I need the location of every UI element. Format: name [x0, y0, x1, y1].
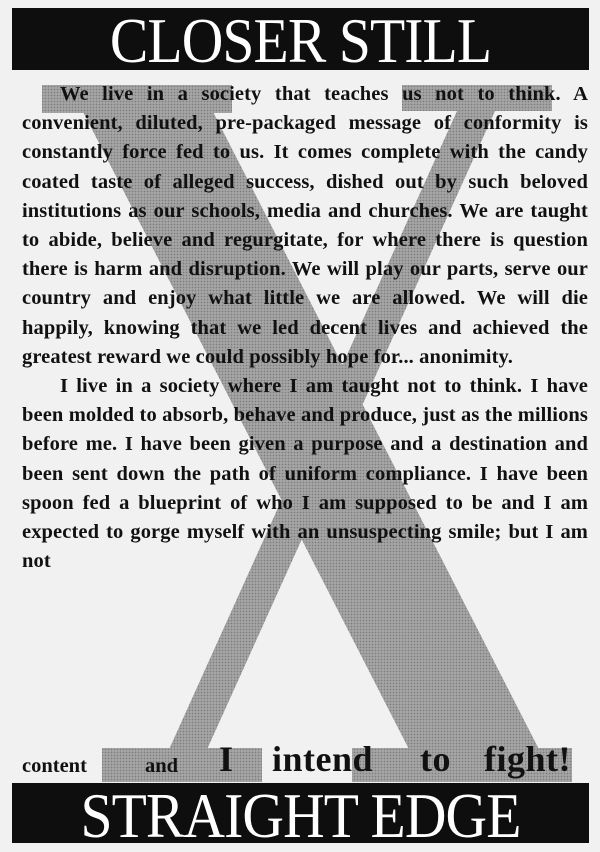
closing-word-to: to: [420, 739, 451, 779]
closing-word-intend: intend: [272, 739, 374, 779]
closing-word-i: I: [219, 739, 234, 779]
closing-word-content: content: [22, 755, 87, 777]
manifesto-text: [22, 80, 588, 576]
closing-word-fight: fight!: [484, 739, 571, 779]
closing-line: [22, 738, 588, 782]
header-title: CLOSER STILL: [109, 8, 492, 70]
closing-word-and: and: [145, 755, 179, 777]
paragraph-1: We live in a society that teaches us not to think. A convenient, diluted, pre-packaged message of conformity is constantly force fed to us. It comes complete with the candy coated taste of alleged success, dished out by such beloved institutions as our schools, media and churches. We are taught to abide, believe and regurgitate, for where there is question there is harm and disruption. We will play our parts, serve our country and enjoy what little we are allowed. We will die happily, knowing that we led decent lives and achieved the greatest reward we could possibly hope for... anonimity.: [22, 83, 588, 368]
paragraph-2: I live in a society where I am taught not to think. I have been molded to absorb, behave and produce, just as the millions before me. I have been given a purpose and a destination and been sent down the path of uniform compliance. I have been spoon fed a blueprint of who I am supposed to be and I am expected to gorge myself with an unsuspecting smile; but I am not: [22, 375, 588, 573]
footer-title: STRAIGHT EDGE: [80, 783, 521, 843]
